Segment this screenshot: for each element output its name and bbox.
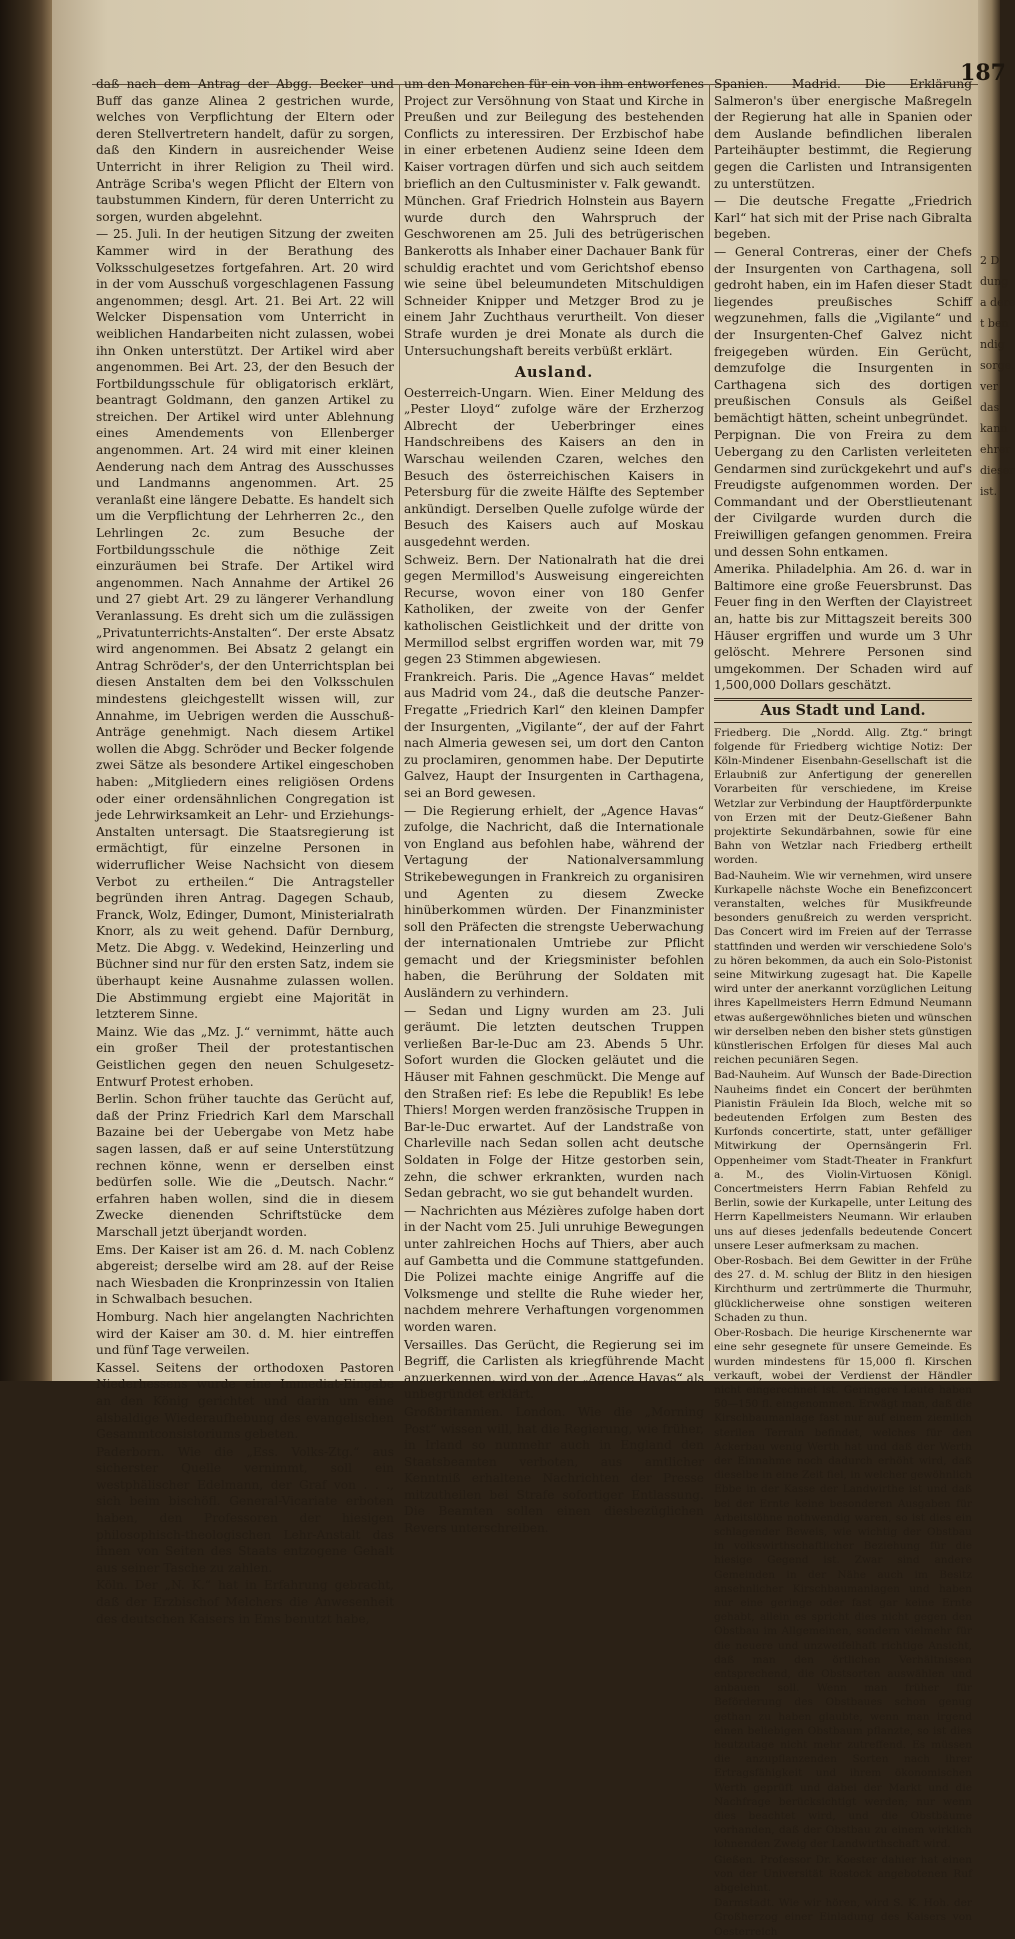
paragraph: Frankreich. Paris. Die „Agence Havas“ meldet aus Madrid vom 24., daß die deutsche Panzer-Fregatte „Friedrich Karl“ den kleinen Dampfer der Insurgenten, „Vigilante“, der auf der Fahrt nach Almeria gewesen sei, um dort den Canton zu proclamiren, genommen habe. Der Deputirte Galvez, Haupt der Insurgenten in Carthagena, sei an Bord gewesen. (404, 669, 704, 800)
section-heading-ausland: Ausland. (514, 364, 594, 382)
paragraph: Großbritannien. London. Wie die „Morning Post“ wissen will, hat die Regierung, wie früher, in Irland so nunmehr auch in England den Staatsbeamten verboten, aus amtlicher Kenntniß erhaltene Nachrichten der Presse mitzutheilen bei Strafe sofortiger Entlassung. Die Beamten sollen einen diesbezüglichen Revers unterschreiben. (404, 1404, 704, 1536)
book-binding (0, 0, 52, 1381)
column-3 (714, 76, 972, 1938)
fragment: t ben (980, 317, 1009, 330)
fragment: sorge. (980, 359, 1015, 372)
paragraph: München. Graf Friedrich Holnstein aus Bayern wurde durch den Wahrspruch der Geschworenen am 25. Juli des betrügerischen Bankerotts als Inhaber einer Dachauer Bank für schuldig erachtet und vom Gerichtshof ebenso wie seine übel beleumundeten Mitschuldigen Schneider Knipper und Metzger Brod zu je einem Jahr Zuchthaus verurtheilt. Von dieser Strafe wurden je drei Monate als durch die Untersuchungshaft bereits verbüßt erklärt. (404, 194, 704, 358)
paragraph: daß nach dem Antrag der Abgg. Becker und Buff das ganze Alinea 2 gestrichen wurde, welches von Verpflichtung der Eltern oder deren Stellvertretern handelt, dafür zu sorgen, daß den Kindern in ausreichender Weise Unterricht in ihrer Religion zu Theil wird. Anträge Scriba's wegen Pflicht der Eltern von taubstummen Kindern, für deren Unterricht zu sorgen, wurden abgelehnt. (96, 77, 394, 224)
paragraph: Bad-Nauheim. Wie wir vernehmen, wird unsere Kurkapelle nächste Woche ein Benefizconcert veranstalten, welches für Musikfreunde besonders genußreich zu werden verspricht. Das Concert wird im Freien auf der Terrasse stattfinden und werden wir verschiedene Solo's zu hören bekommen, da auch ein Solo-Pistonist seine Mitwirkung zugesagt hat. Die Kapelle wird unter der anerkannt vorzüglichen Leitung ihres Kapellmeisters Herrn Edmund Neumann etwas außergewöhnliches bieten und wünschen wir derselben neben den bisher stets günstigen künstlerischen Erfolgen für dieses Mal auch reichen pecuniären Segen. (714, 869, 972, 1067)
fragment: a dere (980, 296, 1015, 309)
newspaper-page (52, 0, 978, 1938)
column-1 (96, 76, 394, 1626)
fragment: das (980, 401, 1000, 414)
paragraph: — Nachrichten aus Mézières zufolge haben dort in der Nacht vom 25. Juli unruhige Bewegungen unter zahlreichen Hochs auf Thiers, aber auch auf Gambetta und die Commune stattgefunden. Die Polizei machte einige Angriffe auf die Volksmenge und stellte die Ruhe wieder her, nachdem mehrere Verhaftungen vorgenommen worden waren. (404, 1203, 704, 1334)
section-heading-stadt-land: Aus Stadt und Land. (714, 698, 972, 723)
paragraph: Kassel. Seitens der orthodoxen Pastoren Niederhessens wurde eine Immediat-Eingabe an den König gerichtet und darin um eine alsbaldige Wiederaufhebung des evangelischen Gesammtconsistoriums gebeten. (96, 1360, 394, 1442)
paragraph: Paderborn. Wie die „Ess. Volks-Ztg.“ aus sicherster Quelle vernimmt, soll ein westphälischer Edelmann, der Graf von . . ., sich beim bischöfl. General-Vicariate erboten haben, den Professoren der hiesigen philosophisch-theologischen Lehr-Anstalt das ihnen von Seiten des Staats entzogene Gehalt aus seiner Tasche zu zahlen. (96, 1444, 394, 1575)
paragraph: Köln. Der „N. K.“ hat in Erfahrung gebracht, daß der Erzbischof Melchers die Anwesenheit des deutschen Kaisers in Ems benutzt habe, (96, 1578, 394, 1626)
column-divider (709, 84, 710, 1371)
paragraph: Bad-Nauheim. Auf Wunsch der Bade-Direction Nauheims findet ein Concert der berühmten Pianistin Fräulein Ida Bloch, welche mit so bedeutenden Erfolgen zum Besten des Kurfonds concertirte, statt, unter gefälliger Mitwirkung der Opernsängerin Frl. Oppenheimer vom Stadt-Theater in Frankfurt a. M., des Violin-Virtuosen Königl. Concertmeisters Herrn Fabian Rehfeld zu Berlin, sowie der Kurkapelle, unter Leitung des Herrn Kapellmeisters Neumann. Wir erlauben uns auf dieses jedenfalls bedeutende Concert unsere Leser aufmerksam zu machen. (714, 1069, 972, 1252)
page-number: 187 (960, 60, 1006, 86)
column-2 (404, 76, 704, 1536)
paragraph: um den Monarchen für ein von ihm entworfenes Project zur Versöhnung von Staat und Kirche in Preußen und zur Beilegung des bestehenden Conflicts zu interessiren. Der Erzbischof habe in einer erbetenen Audienz seine Ideen dem Kaiser vortragen dürfen und sich auch seitdem brieflich an den Cultusminister v. Falk gewandt. (404, 77, 704, 191)
fragment: ist. (980, 485, 998, 498)
paragraph: — 25. Juli. In der heutigen Sitzung der zweiten Kammer wird in der Berathung des Volksschulgesetzes fortgefahren. Art. 20 wird in der vom Ausschuß vorgeschlagenen Fassung angenommen; desgl. Art. 21. Bei Art. 22 will Welcker Dispensation vom Unterricht in weiblichen Handarbeiten nicht zulassen, wobei ihn Onken unterstützt. Der Artikel wird aber angenommen. Bei Art. 23, der den Besuch der Fortbildungsschule für obligatorisch erklärt, beantragt Goldmann, den ganzen Artikel zu streichen. Der Artikel wird unter Ablehnung eines Amendements von Ellenberger angenommen. Art. 24 wird mit einer kleinen Aenderung nach dem Antrag des Ausschusses und Landmanns angenommen. Art. 25 veranlaßt eine längere Debatte. Es handelt sich um die Verpflichtung der Lehrherren 2c., den Lehrlingen 2c. zum Besuche der Fortbildungsschule die nöthige Zeit einzuräumen bei Strafe. Der Artikel wird angenommen. Nach Annahme der Artikel 26 und 27 giebt Art. 29 zu längerer Verhandlung Veranlassung. Es dreht sich um die zulässigen „Privatunterrichts-Anstalten“. Der erste Absatz wird angenommen. Bei Absatz 2 gelangt ein Antrag Schröder's, der den Unterrichtsplan bei diesen Anstalten dem bei den Volksschulen mindestens gleichgestellt wissen will, zur Annahme, im Uebrigen werden die Ausschuß-Anträge genehmigt. Nach diesem Artikel wollen die Abgg. Schröder und Becker folgende zwei Sätze als besondere Artikel eingeschoben haben: „Mitgliedern eines religiösen Ordens oder einer ordensähnlichen Congregation ist jede Lehrwirksamkeit an Lehr- und Erziehungs-Anstalten untersagt. Die Staatsregierung ist ermächtigt, für einzelne Personen in widerruflicher Weise Nachsicht von diesem Verbot zu ertheilen.“ Die Antragsteller begründen ihren Antrag. Dagegen Schaub, Franck, Wolz, Edinger, Dumont, Ministerialrath Knorr, als zu weit gehend. Dafür Dernburg, Metz. Die Abgg. v. Wedekind, Heinzerling und Büchner sind nur für den ersten Satz, indem sie überhaupt keine Ausnahme zulassen wollen. Die Abstimmung ergiebt eine Majorität in letzterem Sinne. (96, 227, 394, 1022)
paragraph: Ober-Rosbach. Die heurige Kirschenernte war eine sehr gesegnete für unsere Gemeinde. Es wurden mindestens für 15,000 fl. Kirschen verkauft, wobei der Verdienst der Händler nicht eingerechnet ist. Geringere Leute haben 50—150 fl. eingenommen. Erwägt man, daß die Kirschbaumanlage fast nur auf einem ziemlich sterilen Terrain befindet, welches für den Ackerbau wenig Werth hat und daß der Werth der Einnahme noch dadurch erhöht wird, daß dieselbe in eine Zeit fiel, in welcher gewöhnlich Ebbe in der Kasse der Landwirthe ist und daß bei der Ernte keine besonderen Ausgaben für Arbeitslöhne nothwendig waren, so ist dies ein schlagender Beweis, wie wichtig der Obstbau in volkswirthschaftlicher Beziehung für die hiesige Gegend ist. Zwar sind andere Gemeinden in der Nähe auch im Besitz ansehnlicher Kirschbaumanlagen und haben nur eine geringe oder fast gar keine Ernte gehabt, allein es spricht dies nicht gegen den Obstbau im Allgemeinen, sondern vielmehr für die neuere und unzweifelhaft richtige Ansicht, daß man den örtlichen Verhältnissen entsprechend, die Obstsorten auswählen und anbauen soll. Wenn man früher für Beförderung des Obstbaues schon genug gethan zu haben glaubte, wenn man irgend einen beliebigen Obstbaum pflanzte, so ist dies heutzutage nicht mehr zutreffend. Es müssen die anzupflanzenden Sorten nach ihrer Ertragsfähigkeit und ihrem ökonomischen Werth geprüft und dabei der Markt und die Nachfrage berücksichtigt werden; nur wenn dies beachtet wird, und die Obstbäume vorhanden, daß der Obstbau zu einem wirklich lohnenden Zweig der Landwirthschaft wird. (714, 1327, 972, 1851)
adjacent-page-text (980, 250, 1015, 502)
fragment: ehrer (980, 443, 1011, 456)
paragraph: — General Contreras, einer der Chefs der Insurgenten von Carthagena, soll gedroht haben, ein im Hafen dieser Stadt liegendes preußisches Schiff wegzunehmen, falls die „Vigilante“ und der Insurgenten-Chef Galvez nicht freigegeben würden. Ein Gerücht, demzufolge die Insurgenten in Carthagena sich des dortigen preußischen Consuls als Geißel bemächtigt hätten, scheint unbegründet. (714, 244, 972, 425)
fragment: ver (980, 380, 998, 393)
paragraph: Spanien. Madrid. Die Erklärung Salmeron's über energische Maßregeln der Regierung hat alle in Spanien oder dem Auslande befindlichen liberalen Parteihäupter bestimmt, die Regierung gegen die Carlisten und Intransigenten zu unterstützen. (714, 77, 972, 191)
paragraph: — Sedan und Ligny wurden am 23. Juli geräumt. Die letzten deutschen Truppen verließen Bar-le-Duc am 23. Abends 5 Uhr. Sofort wurden die Glocken geläutet und die Häuser mit Fahnen geschmückt. Die Menge auf den Straßen rief: Es lebe die Republik! Es lebe Thiers! Morgen werden französische Truppen in Bar-le-Duc erwartet. Auf der Landstraße von Charleville nach Sedan sollen acht deutsche Soldaten in Folge der Hitze gestorben sein, zehn, die schwer erkrankten, wurden nach Sedan gebracht, wo sie gut behandelt wurden. (404, 1003, 704, 1201)
paragraph: Versailles. Das Gerücht, die Regierung sei im Begriff, die Carlisten als kriegführende Macht anzuerkennen, wird von der „Agence Havas“ als unbegründet erklärt. (404, 1337, 704, 1402)
paragraph: Gießen. Professor Dr. Koester dahier hat einen von der Universität Rostock angebotenen Ruf abgelehnt. (714, 1853, 972, 1895)
paragraph: Friedberg. Die „Nordd. Allg. Ztg.“ bringt folgende für Friedberg wichtige Notiz: Der Köln-Mindener Eisenbahn-Gesellschaft ist die Erlaubniß zur Anfertigung der generellen Vorarbeiten für verschiedene, im Kreise Wetzlar zur Verbindung der Hauptförderpunkte von Erzen mit der Deutz-Gießener Bahn projektirte Sekundärbahnen, sowie für eine Bahn von Wetzlar nach Friedberg ertheilt worden. (714, 726, 972, 867)
paragraph: Ems. Der Kaiser ist am 26. d. M. nach Coblenz abgereist; derselbe wird am 28. auf der Reise nach Wiesbaden die Kronprinzessin von Italien in Schwalbach besuchen. (96, 1242, 394, 1307)
paragraph: Mainz. Wie das „Mz. J.“ vernimmt, hätte auch ein großer Theil der protestantischen Geistlichen gegen den neuen Schulgesetz-Entwurf Protest erhoben. (96, 1024, 394, 1089)
fragment: 2 D (980, 254, 1000, 267)
paragraph: — Die deutsche Fregatte „Friedrich Karl“ hat sich mit der Prise nach Gibralta begeben. (714, 194, 972, 242)
paragraph: Perpignan. Die von Freira zu dem Uebergang zu den Carlisten verleiteten Gendarmen sind zurückgekehrt und auf's Freudigste aufgenommen worden. Der Commandant und der Oberstlieutenant der Civilgarde wurden durch die Freiwilligen gefangen genommen. Freira und dessen Sohn entkamen. (714, 428, 972, 559)
paragraph: Ober-Rosbach. Bei dem Gewitter in der Frühe des 27. d. M. schlug der Blitz in den hiesigen Kirchthurm und zertrümmerte die Thurmuhr, glücklicherweise ohne sonstigen weiteren Schaden zu thun. (714, 1255, 972, 1324)
paragraph: — Die Regierung erhielt, der „Agence Havas“ zufolge, die Nachricht, daß die Internationale von England aus befohlen habe, während der Vertagung der Nationalversammlung Strikebewegungen in Frankreich zu organisiren und Agenten zu diesem Zwecke hinüberkommen würden. Der Finanzminister soll den Präfecten die strengste Ueberwachung der internationalen Umtriebe zur Pflicht gemacht und der Kriegsminister befohlen haben, die Berührung der Soldaten mit Ausländern zu verhindern. (404, 803, 704, 1001)
fragment: kann (980, 422, 1008, 435)
paragraph: Berlin. Schon früher tauchte das Gerücht auf, daß der Prinz Friedrich Karl dem Marschall Bazaine bei der Uebergabe von Metz habe sagen lassen, daß er auf seine Unterstützung rechnen könne, wenn er derselben einst bedürfen solle. Wie die „Deutsch. Nachr.“ erfahren haben wollen, sind die in diesem Zwecke dienenden Schriftstücke dem Marschall jetzt überjandt worden. (96, 1092, 394, 1239)
fragment: dieser (980, 464, 1015, 477)
paragraph: Darmstadt. Wie wir hören, wird S. K. Hoh. der Großherzog einer Einladung des Kaisers von Oesterreich (714, 1897, 972, 1938)
paragraph: Schweiz. Bern. Der Nationalrath hat die drei gegen Mermillod's Ausweisung eingereichten Recurse, wovon einer von 180 Genfer Katholiken, der zweite von der Genfer katholischen Geistlichkeit und der dritte von Mermillod selbst ergriffen worden war, mit 79 gegen 23 Stimmen abgewiesen. (404, 552, 704, 667)
paragraph: Oesterreich-Ungarn. Wien. Einer Meldung des „Pester Lloyd“ zufolge wäre der Erzherzog Albrecht der Ueberbringer eines Handschreibens des Kaisers an den in Warschau weilenden Czaren, welches den Besuch des österreichischen Kaisers in Petersburg für die zweite Hälfte des September ankündigt. Derselben Quelle zufolge würde der Besuch des Kaisers auch auf Moskau ausgedehnt werden. (404, 385, 704, 550)
fragment: ndig (980, 338, 1005, 351)
paragraph: Amerika. Philadelphia. Am 26. d. war in Baltimore eine große Feuersbrunst. Das Feuer fing in den Werften der Clayistreet an, hatte bis zur Mittagszeit bereits 300 Häuser ergriffen und wurde um 3 Uhr gelöscht. Mehrere Personen sind umgekommen. Der Schaden wird auf 1,500,000 Dollars geschätzt. (714, 562, 972, 693)
fragment: dung (980, 275, 1009, 288)
paragraph: Homburg. Nach hier angelangten Nachrichten wird der Kaiser am 30. d. M. hier eintreffen und fünf Tage verweilen. (96, 1309, 394, 1358)
column-divider (399, 84, 400, 1371)
adjacent-page-edge (960, 0, 1015, 1381)
